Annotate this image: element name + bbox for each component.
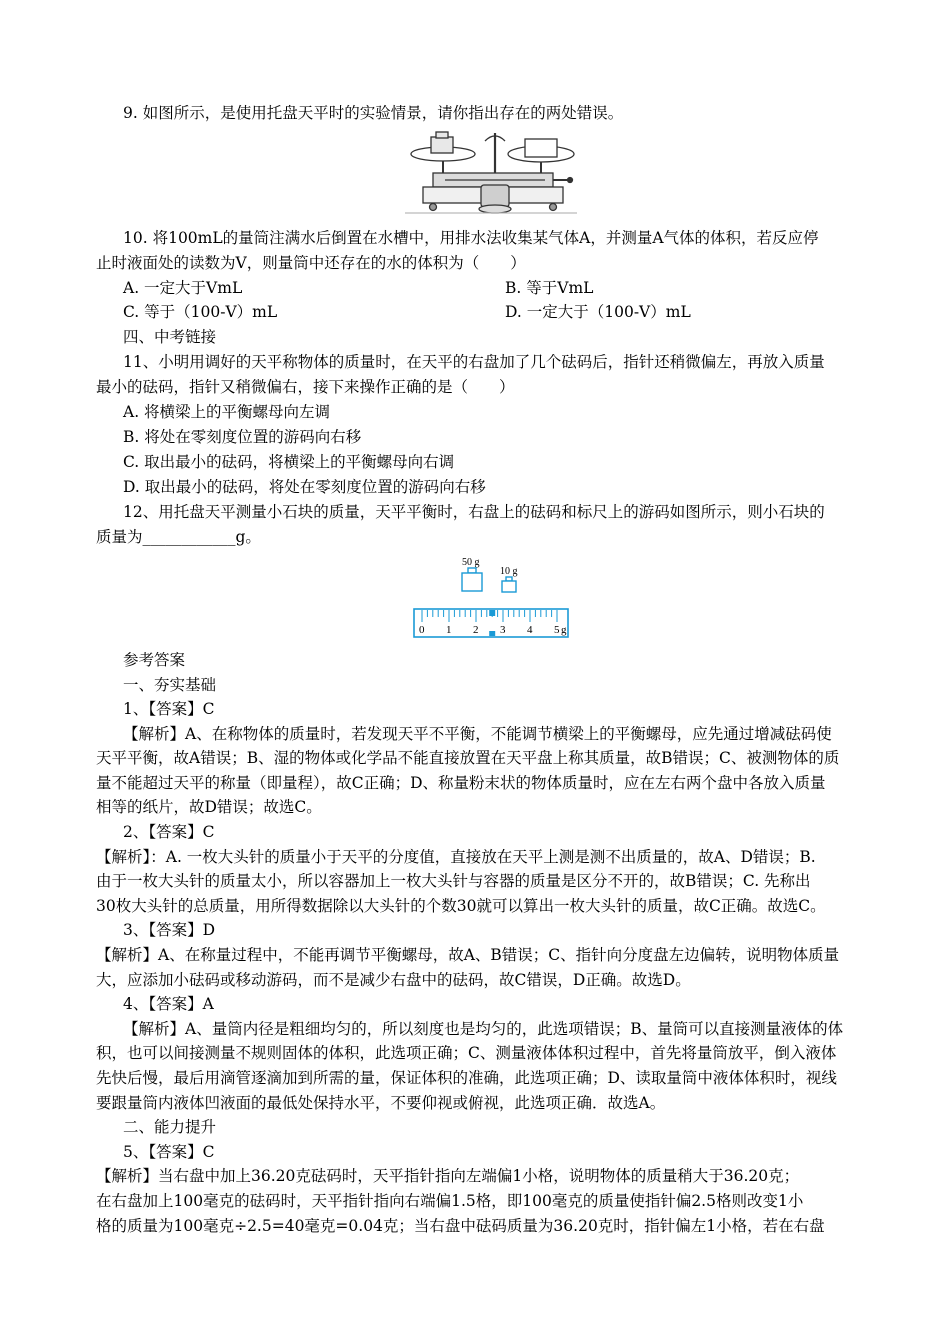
q12-line2: 质量为____________g。 — [96, 528, 261, 546]
answer-1-line3: 量不能超过天平的称量（即量程），故C正确；D、称量粉末状的物体质量时，应在左右两个盘中各放入质量 — [96, 774, 826, 792]
q10-option-b: B. 等于VmL — [505, 279, 594, 297]
q9-text: 9. 如图所示，是使用托盘天平时的实验情景，请你指出存在的两处错误。 — [123, 104, 624, 122]
q12-line1: 12、用托盘天平测量小石块的质量，天平平衡时，右盘上的砝码和标尺上的游码如图所示，则小石块的 — [123, 503, 825, 521]
answer-4-line3: 先快后慢，最后用滴管逐滴加到所需的量，保证体积的准确，此选项正确；D、读取量筒中液体体积时，视线 — [96, 1069, 837, 1087]
scale-tick-label: g — [561, 624, 567, 636]
q10-line2: 止时液面处的读数为V，则量筒中还存在的水的体积为（ ） — [96, 254, 526, 272]
weights-scale-figure — [412, 553, 572, 641]
q11-option-c: C. 取出最小的砝码，将横梁上的平衡螺母向右调 — [123, 453, 455, 471]
answer-3-line2: 大，应添加小砝码或移动游码，而不是减少右盘中的砝码，故C错误，D正确。故选D。 — [96, 971, 691, 989]
answer-2-line1: 【解析】：A. 一枚大头针的质量小于天平的分度值，直接放在天平上测是测不出质量的，故A、D错误；B. — [96, 848, 816, 866]
answer-5-line3: 格的质量为100毫克÷2.5=40毫克=0.04克；当右盘中砝码质量为36.20克时，指针偏左1小格，若在右盘 — [96, 1217, 825, 1235]
balance-figure — [405, 129, 577, 215]
q11-option-a: A. 将横梁上的平衡螺母向左调 — [123, 403, 331, 421]
scale-tick-label: 5 — [554, 624, 560, 636]
weight-10g — [502, 577, 516, 592]
answer-1-label: 1、【答案】C — [123, 700, 215, 718]
q10-option-d: D. 一定大于（100-V）mL — [505, 303, 691, 321]
answer-3-label: 3、【答案】D — [123, 921, 216, 939]
answer-2-label: 2、【答案】C — [123, 823, 215, 841]
answer-1-line4: 相等的纸片，故D错误；故选C。 — [96, 798, 322, 816]
answers-section2: 二、能力提升 — [123, 1118, 217, 1136]
scale-tick-label: 2 — [473, 624, 479, 636]
answers-section1: 一、夯实基础 — [123, 676, 217, 694]
section-4-heading: 四、中考链接 — [123, 328, 217, 346]
rider-marker-bottom — [489, 631, 495, 636]
q11-option-d: D. 取出最小的砝码，将处在零刻度位置的游码向右移 — [123, 478, 486, 496]
weight-50g — [462, 568, 482, 591]
answer-1-line2: 天平平衡，故A错误；B、湿的物体或化学品不能直接放置在天平盘上称其质量，故B错误；C、被测物体的质 — [96, 749, 840, 767]
rider-marker — [489, 610, 495, 616]
weight-10g-label: 10 g — [500, 566, 518, 577]
scale-tick-label: 0 — [419, 624, 425, 636]
answer-5-line1: 【解析】当右盘中加上36.20克砝码时，天平指针指向左端偏1小格，说明物体的质量稍大于36.20克； — [96, 1167, 800, 1185]
q11-option-b: B. 将处在零刻度位置的游码向右移 — [123, 428, 362, 446]
answer-4-line1: 【解析】A、量筒内径是粗细均匀的，所以刻度也是均匀的，此选项错误；B、量筒可以直接测量液体的体 — [123, 1020, 844, 1038]
q10-line1: 10. 将100mL的量筒注满水后倒置在水槽中，用排水法收集某气体A，并测量A气体的体积，若反应停 — [123, 229, 819, 247]
answer-2-line3: 30枚大头针的总质量，用所得数据除以大头针的个数30就可以算出一枚大头针的质量，故C正确。故选C。 — [96, 897, 826, 915]
answer-2-line2: 由于一枚大头针的质量太小，所以容器加上一枚大头针与容器的质量是区分不开的，故B错误；C. 先称出 — [96, 872, 811, 890]
answer-3-line1: 【解析】A、在称量过程中，不能再调节平衡螺母，故A、B错误；C、指针向分度盘左边偏转，说明物体质量 — [96, 946, 840, 964]
left-object — [431, 137, 453, 153]
scale-tick-label: 4 — [527, 624, 533, 636]
answer-4-line4: 要跟量筒内液体凹液面的最低处保持水平，不要仰视或俯视，此选项正确．故选A。 — [96, 1094, 666, 1112]
answer-5-line2: 在右盘加上100毫克的砝码时，天平指针指向右端偏1.5格，即100毫克的质量使指针偏2.5格则改变1小 — [96, 1192, 804, 1210]
weight-50g-label: 50 g — [462, 557, 480, 568]
answer-4-label: 4、【答案】A — [123, 995, 214, 1013]
answer-1-line1: 【解析】A、在称物体的质量时，若发现天平不平衡，不能调节横梁上的平衡螺母，应先通过增减砝码使 — [123, 725, 832, 743]
q11-line1: 11、小明用调好的天平称物体的质量时，在天平的右盘加了几个砝码后，指针还稍微偏左，再放入质量 — [123, 353, 825, 371]
q10-option-c: C. 等于（100-V）mL — [123, 303, 278, 321]
q11-line2: 最小的砝码，指针又稍微偏右，接下来操作正确的是（ ） — [96, 378, 515, 396]
answers-heading: 参考答案 — [123, 651, 186, 669]
answer-5-label: 5、【答案】C — [123, 1143, 215, 1161]
answer-4-line2: 积，也可以间接测量不规则固体的体积，此选项正确；C、测量液体体积过程中，首先将量筒放平，倒入液体 — [96, 1044, 837, 1062]
scale-tick-label: 3 — [500, 624, 506, 636]
q10-option-a: A. 一定大于VmL — [123, 279, 243, 297]
scale-tick-label: 1 — [446, 624, 452, 636]
right-weight-box — [525, 139, 557, 157]
